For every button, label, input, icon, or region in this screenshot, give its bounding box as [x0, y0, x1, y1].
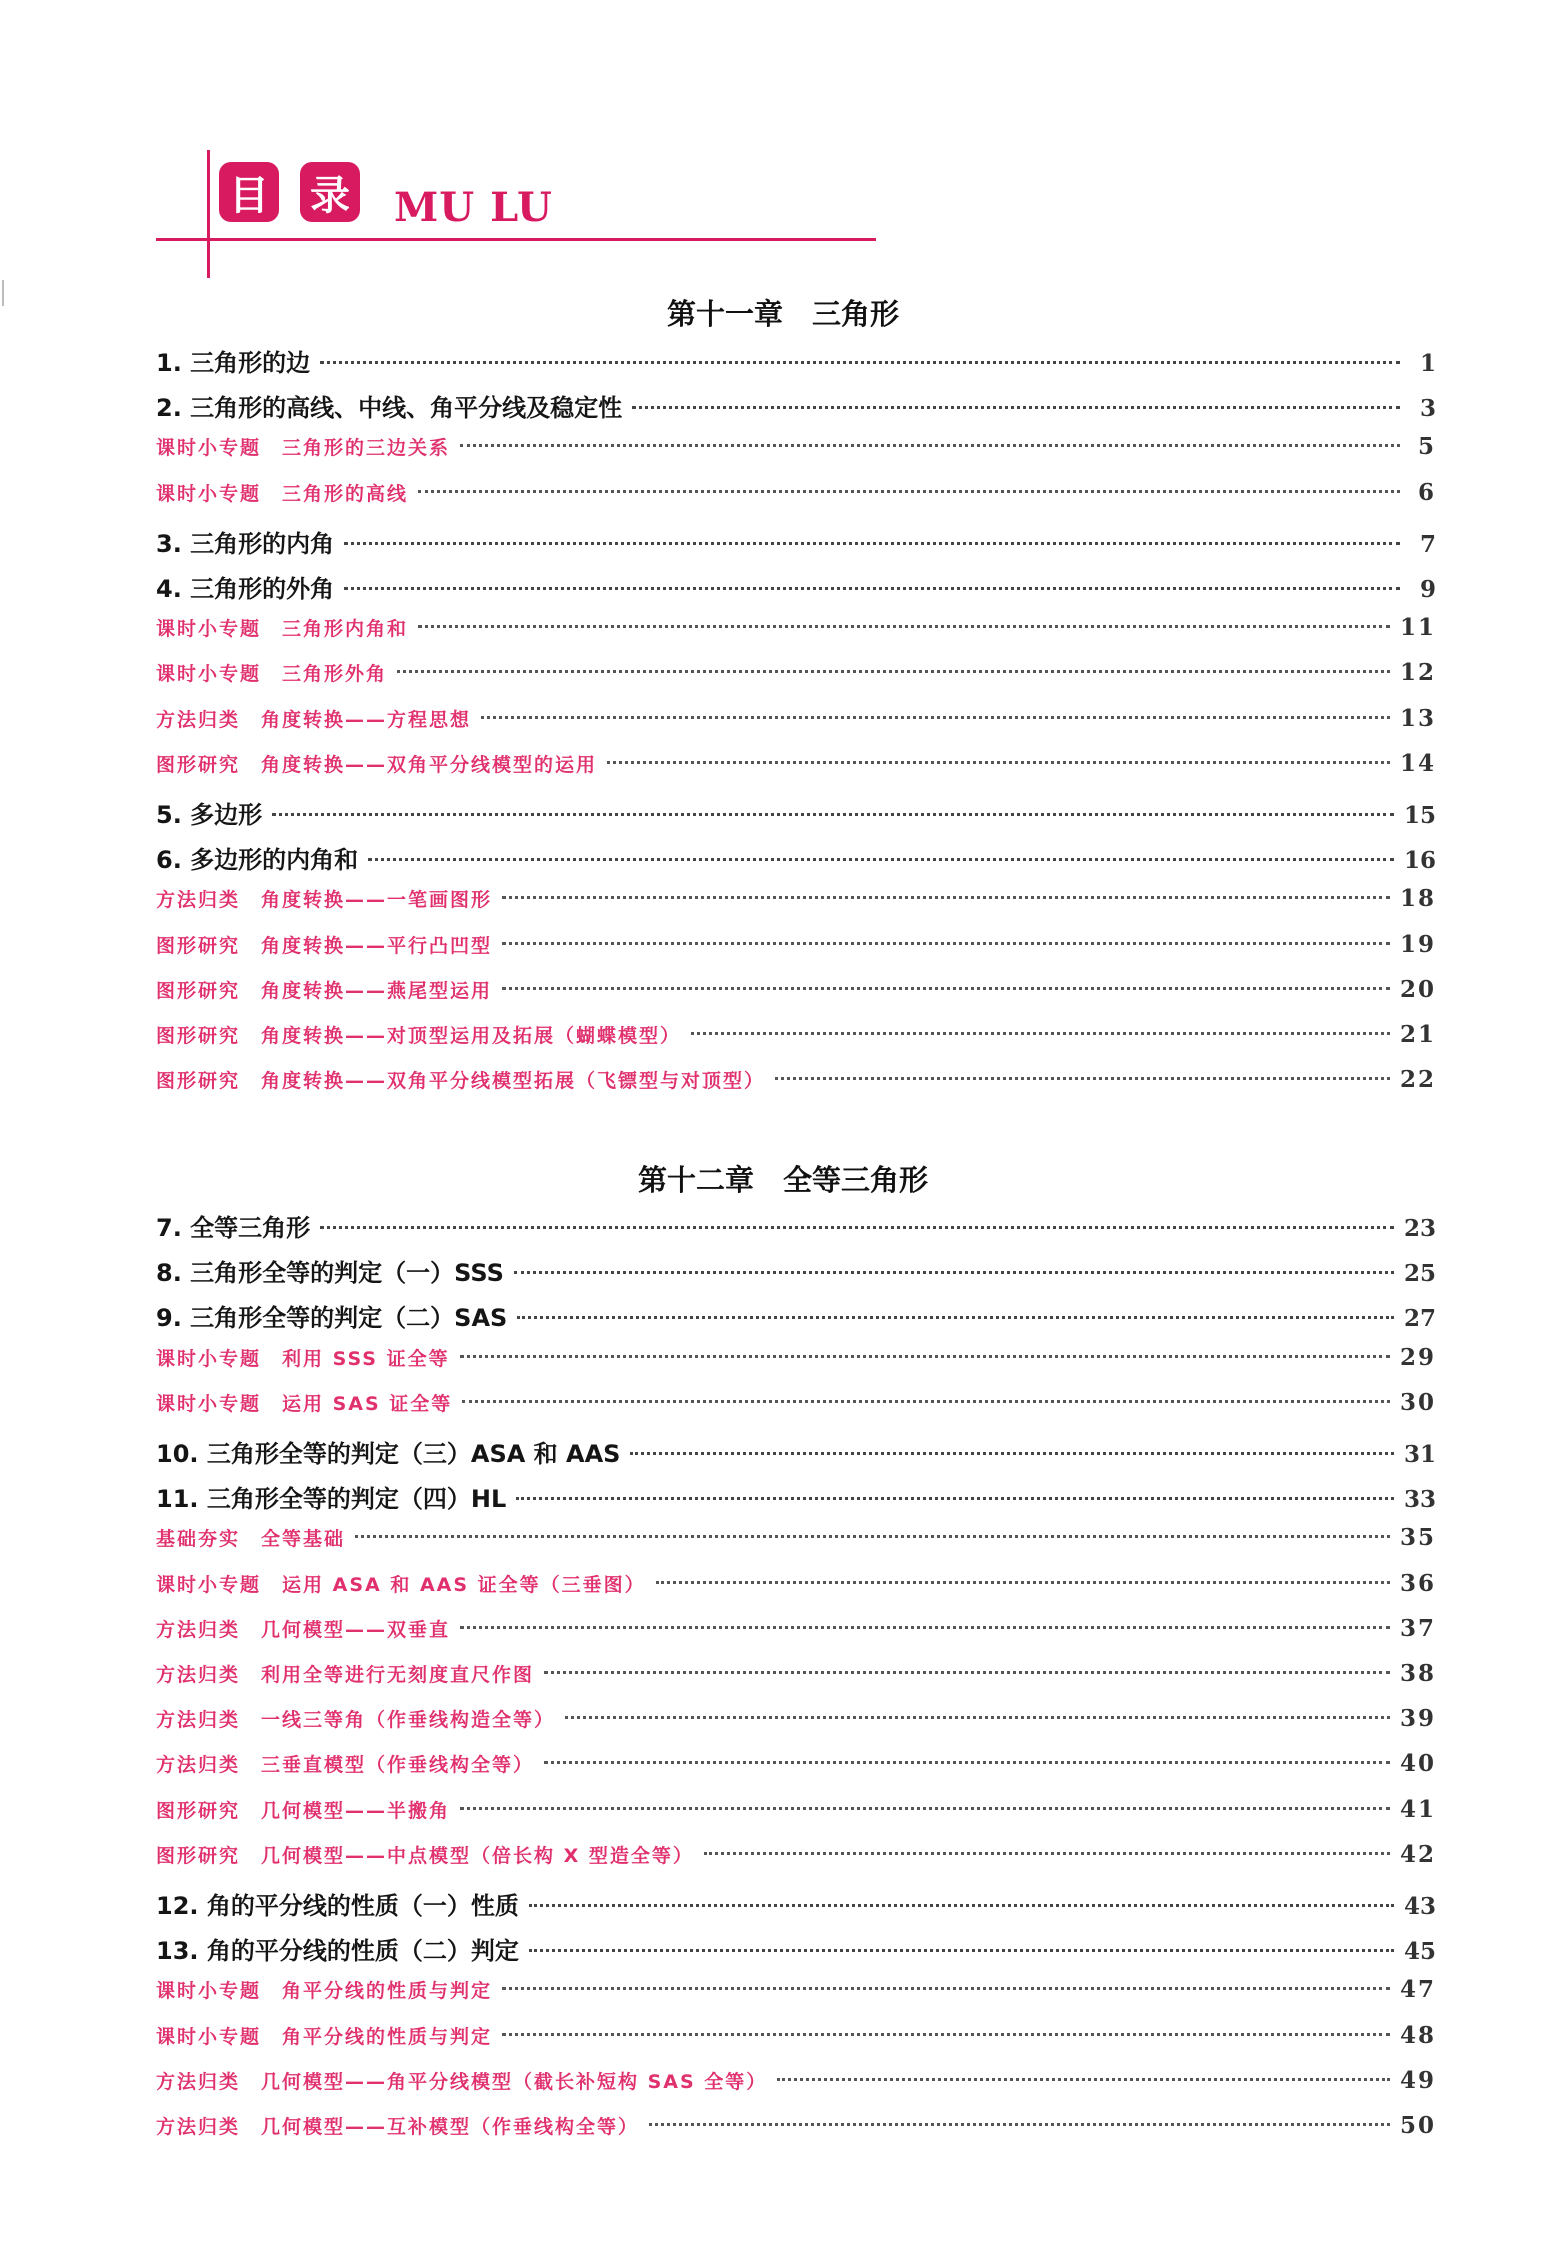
toc-entry[interactable]	[156, 1886, 1436, 1920]
toc-entry-label: 方法归类 几何模型——双垂直	[156, 1618, 451, 1641]
toc-entry-page: 25	[1403, 1260, 1436, 1288]
toc-entry-label: 7. 全等三角形	[156, 1214, 311, 1242]
toc-entry-label: 图形研究 角度转换——对顶型运用及拓展（蝴蝶模型）	[156, 1025, 682, 1047]
toc-entry-page: 1	[1419, 350, 1436, 377]
toc-entry[interactable]	[156, 1389, 1436, 1423]
toc-entry-label: 方法归类 三垂直模型（作垂线构全等）	[156, 1754, 535, 1777]
toc-entry-page: 21	[1399, 1021, 1436, 1048]
toc-entry-page: 37	[1399, 1614, 1436, 1642]
dot-leader	[397, 670, 1390, 673]
dot-leader	[320, 1226, 1394, 1229]
toc-entry[interactable]	[156, 1796, 1436, 1830]
dot-leader	[607, 761, 1390, 764]
toc-entry-label: 3. 三角形的内角	[156, 529, 335, 558]
toc-entry[interactable]	[156, 1841, 1436, 1875]
dot-leader	[529, 1904, 1394, 1907]
toc-entry[interactable]	[156, 1660, 1436, 1694]
toc-entry[interactable]	[156, 885, 1436, 919]
dot-leader	[460, 1355, 1390, 1358]
dot-leader	[460, 1626, 1390, 1629]
toc-entry[interactable]	[156, 433, 1436, 467]
dot-leader	[516, 1497, 1394, 1500]
toc-entry-label: 11. 三角形全等的判定（四）HL	[156, 1485, 507, 1514]
dot-leader	[460, 444, 1400, 447]
toc-entry[interactable]	[156, 1750, 1436, 1784]
dot-leader	[691, 1032, 1390, 1035]
toc-entry[interactable]	[156, 1298, 1436, 1332]
toc-entry-label: 图形研究 几何模型——中点模型（倍长构 X 型造全等）	[156, 1844, 694, 1867]
dot-leader	[775, 1077, 1390, 1080]
toc-entry-label: 课时小专题 运用 SAS 证全等	[156, 1392, 453, 1415]
dot-leader	[502, 987, 1390, 990]
toc-entry[interactable]	[156, 1066, 1436, 1100]
toc-entry-label: 方法归类 利用全等进行无刻度直尺作图	[156, 1664, 535, 1686]
toc-entry-page: 9	[1419, 576, 1436, 603]
toc-entry-label: 课时小专题 利用 SSS 证全等	[156, 1347, 450, 1370]
toc-entry[interactable]	[156, 1976, 1436, 2010]
toc-entry[interactable]	[156, 840, 1436, 874]
toc-entry-label: 方法归类 几何模型——角平分线模型（截长补短构 SAS 全等）	[156, 2070, 768, 2093]
toc-entry-label: 9. 三角形全等的判定（二）SAS	[156, 1304, 508, 1333]
toc-entry[interactable]	[156, 931, 1436, 965]
toc-entry[interactable]	[156, 976, 1436, 1010]
toc-entry[interactable]	[156, 1434, 1436, 1468]
toc-entry[interactable]	[156, 569, 1436, 603]
toc-entry[interactable]	[156, 750, 1436, 784]
toc-entry-page: 23	[1403, 1215, 1436, 1242]
toc-entry-page: 48	[1399, 2021, 1436, 2049]
toc-entry[interactable]	[156, 2067, 1436, 2101]
dot-leader	[777, 2078, 1390, 2081]
toc-entry[interactable]	[156, 1931, 1436, 1965]
toc-entry-page: 27	[1403, 1305, 1436, 1333]
toc-entry-page: 11	[1399, 614, 1436, 642]
dot-leader	[544, 1671, 1390, 1674]
toc-entry-page: 43	[1403, 1893, 1436, 1920]
dot-leader	[418, 490, 1400, 493]
dot-leader	[630, 1452, 1394, 1455]
chapter-title: 第十二章 全等三角形	[637, 1163, 928, 1197]
toc-entry[interactable]	[156, 614, 1436, 648]
toc-entry-page: 3	[1419, 395, 1436, 423]
toc-entry-page: 36	[1399, 1569, 1436, 1597]
toc-entry[interactable]	[156, 1570, 1436, 1604]
toc-entry-page: 50	[1399, 2112, 1436, 2139]
toc-entry-label: 基础夯实 全等基础	[156, 1528, 346, 1551]
toc-entry-label: 图形研究 角度转换——双角平分线模型的运用	[156, 753, 598, 776]
toc-entry-page: 42	[1399, 1840, 1436, 1868]
toc-entry-page: 31	[1403, 1441, 1436, 1468]
toc-entry[interactable]	[156, 1615, 1436, 1649]
dot-leader	[517, 1316, 1394, 1319]
dot-leader	[344, 542, 1400, 545]
toc-entry-page: 18	[1399, 885, 1436, 913]
toc-entry-label: 方法归类 几何模型——互补模型（作垂线构全等）	[156, 2116, 640, 2138]
chapter-title: 第十一章 三角形	[666, 297, 899, 331]
dot-leader	[502, 1987, 1390, 1990]
toc-entry-page: 45	[1403, 1938, 1436, 1966]
toc-entry-page: 30	[1399, 1388, 1436, 1416]
dot-leader	[704, 1852, 1390, 1855]
dot-leader	[656, 1581, 1390, 1584]
toc-entry-page: 14	[1399, 749, 1436, 777]
toc-entry[interactable]	[156, 2112, 1436, 2146]
toc-entry[interactable]	[156, 1705, 1436, 1739]
dot-leader	[481, 716, 1390, 719]
toc-entry-page: 5	[1417, 433, 1436, 461]
dot-leader	[368, 858, 1394, 861]
toc-entry[interactable]	[156, 1524, 1436, 1558]
toc-entry-page: 12	[1399, 659, 1436, 687]
dot-leader	[632, 406, 1400, 409]
toc-entry-label: 课时小专题 三角形内角和	[156, 618, 409, 641]
toc-entry-page: 6	[1417, 478, 1436, 506]
toc-entry[interactable]	[156, 705, 1436, 739]
toc-entry[interactable]	[156, 2022, 1436, 2056]
toc-entry-page: 47	[1399, 1976, 1436, 2004]
dot-leader	[502, 2033, 1390, 2036]
toc-entry-label: 10. 三角形全等的判定（三）ASA 和 AAS	[156, 1440, 621, 1468]
toc-entry-label: 图形研究 角度转换——双角平分线模型拓展（飞镖型与对顶型）	[156, 1070, 766, 1093]
dot-leader	[544, 1761, 1390, 1764]
toc-entry-label: 课时小专题 运用 ASA 和 AAS 证全等（三垂图）	[156, 1573, 646, 1596]
dot-leader	[418, 625, 1390, 628]
toc-entry-page: 33	[1403, 1486, 1436, 1514]
header-latin-title: MU LU	[394, 184, 553, 231]
header-horizontal-rule	[156, 238, 876, 241]
toc-entry-label: 课时小专题 三角形的三边关系	[156, 437, 451, 460]
toc-entry-label: 课时小专题 三角形的高线	[156, 482, 409, 505]
toc-entry[interactable]	[156, 1253, 1436, 1287]
header-vertical-rule	[207, 150, 210, 278]
toc-entry[interactable]	[156, 388, 1436, 422]
toc-entry-label: 图形研究 角度转换——平行凸凹型	[156, 934, 493, 957]
dot-leader	[649, 2123, 1390, 2126]
toc-entry[interactable]	[156, 1479, 1436, 1513]
dot-leader	[320, 361, 1400, 364]
toc-entry[interactable]	[156, 479, 1436, 513]
header-char-box-2: 录	[300, 162, 360, 222]
toc-entry-page: 29	[1399, 1343, 1436, 1371]
toc-entry-label: 图形研究 角度转换——燕尾型运用	[156, 979, 493, 1002]
toc-entry-label: 方法归类 角度转换——一笔画图形	[156, 889, 493, 912]
toc-entry-label: 4. 三角形的外角	[156, 575, 335, 603]
toc-entry-page: 38	[1399, 1660, 1436, 1687]
toc-entry-label: 方法归类 角度转换——方程思想	[156, 708, 472, 731]
dot-leader	[502, 942, 1390, 945]
toc-entry-label: 课时小专题 角平分线的性质与判定	[156, 1980, 493, 2003]
toc-entry-label: 13. 角的平分线的性质（二）判定	[156, 1937, 519, 1966]
toc-entry-label: 12. 角的平分线的性质（一）性质	[156, 1892, 519, 1920]
dot-leader	[565, 1716, 1390, 1719]
toc-entry[interactable]	[156, 1021, 1436, 1055]
toc-entry-page: 40	[1399, 1750, 1436, 1778]
toc-entry[interactable]	[156, 1208, 1436, 1242]
dot-leader	[502, 896, 1390, 899]
dot-leader	[460, 1807, 1390, 1810]
toc-entry-page: 15	[1403, 802, 1436, 829]
toc-entry-page: 7	[1419, 530, 1436, 558]
toc-entry[interactable]	[156, 524, 1436, 558]
toc-entry-label: 1. 三角形的边	[156, 349, 311, 377]
toc-entry-label: 课时小专题 三角形外角	[156, 663, 388, 686]
toc-entry[interactable]	[156, 343, 1436, 377]
dot-leader	[462, 1400, 1390, 1403]
toc-entry-page: 35	[1399, 1524, 1436, 1552]
header-char-box-1: 目	[219, 162, 279, 222]
toc-entry-label: 课时小专题 角平分线的性质与判定	[156, 2025, 493, 2048]
dot-leader	[344, 587, 1400, 590]
toc-entry-label: 方法归类 一线三等角（作垂线构造全等）	[156, 1709, 556, 1732]
toc-entry-label: 5. 多边形	[156, 801, 263, 829]
dot-leader	[529, 1949, 1394, 1952]
toc-entry[interactable]	[156, 659, 1436, 693]
toc-entry-page: 41	[1399, 1795, 1436, 1823]
toc-entry-label: 2. 三角形的高线、中线、角平分线及稳定性	[156, 394, 623, 423]
toc-entry[interactable]	[156, 795, 1436, 829]
toc-entry-page: 22	[1399, 1066, 1436, 1094]
toc-entry[interactable]	[156, 1344, 1436, 1378]
dot-leader	[355, 1535, 1390, 1538]
toc-entry-label: 图形研究 几何模型——半搬角	[156, 1799, 451, 1822]
toc-entry-page: 13	[1399, 704, 1436, 732]
toc-entry-page: 49	[1399, 2066, 1436, 2094]
toc-entry-page: 16	[1403, 847, 1436, 875]
toc-entry-page: 20	[1399, 975, 1436, 1003]
toc-entry-label: 8. 三角形全等的判定（一）SSS	[156, 1259, 504, 1288]
toc-entry-page: 19	[1399, 930, 1436, 958]
dot-leader	[514, 1271, 1394, 1274]
dot-leader	[272, 813, 1394, 816]
toc-entry-label: 6. 多边形的内角和	[156, 846, 359, 875]
toc-entry-page: 39	[1399, 1705, 1436, 1733]
